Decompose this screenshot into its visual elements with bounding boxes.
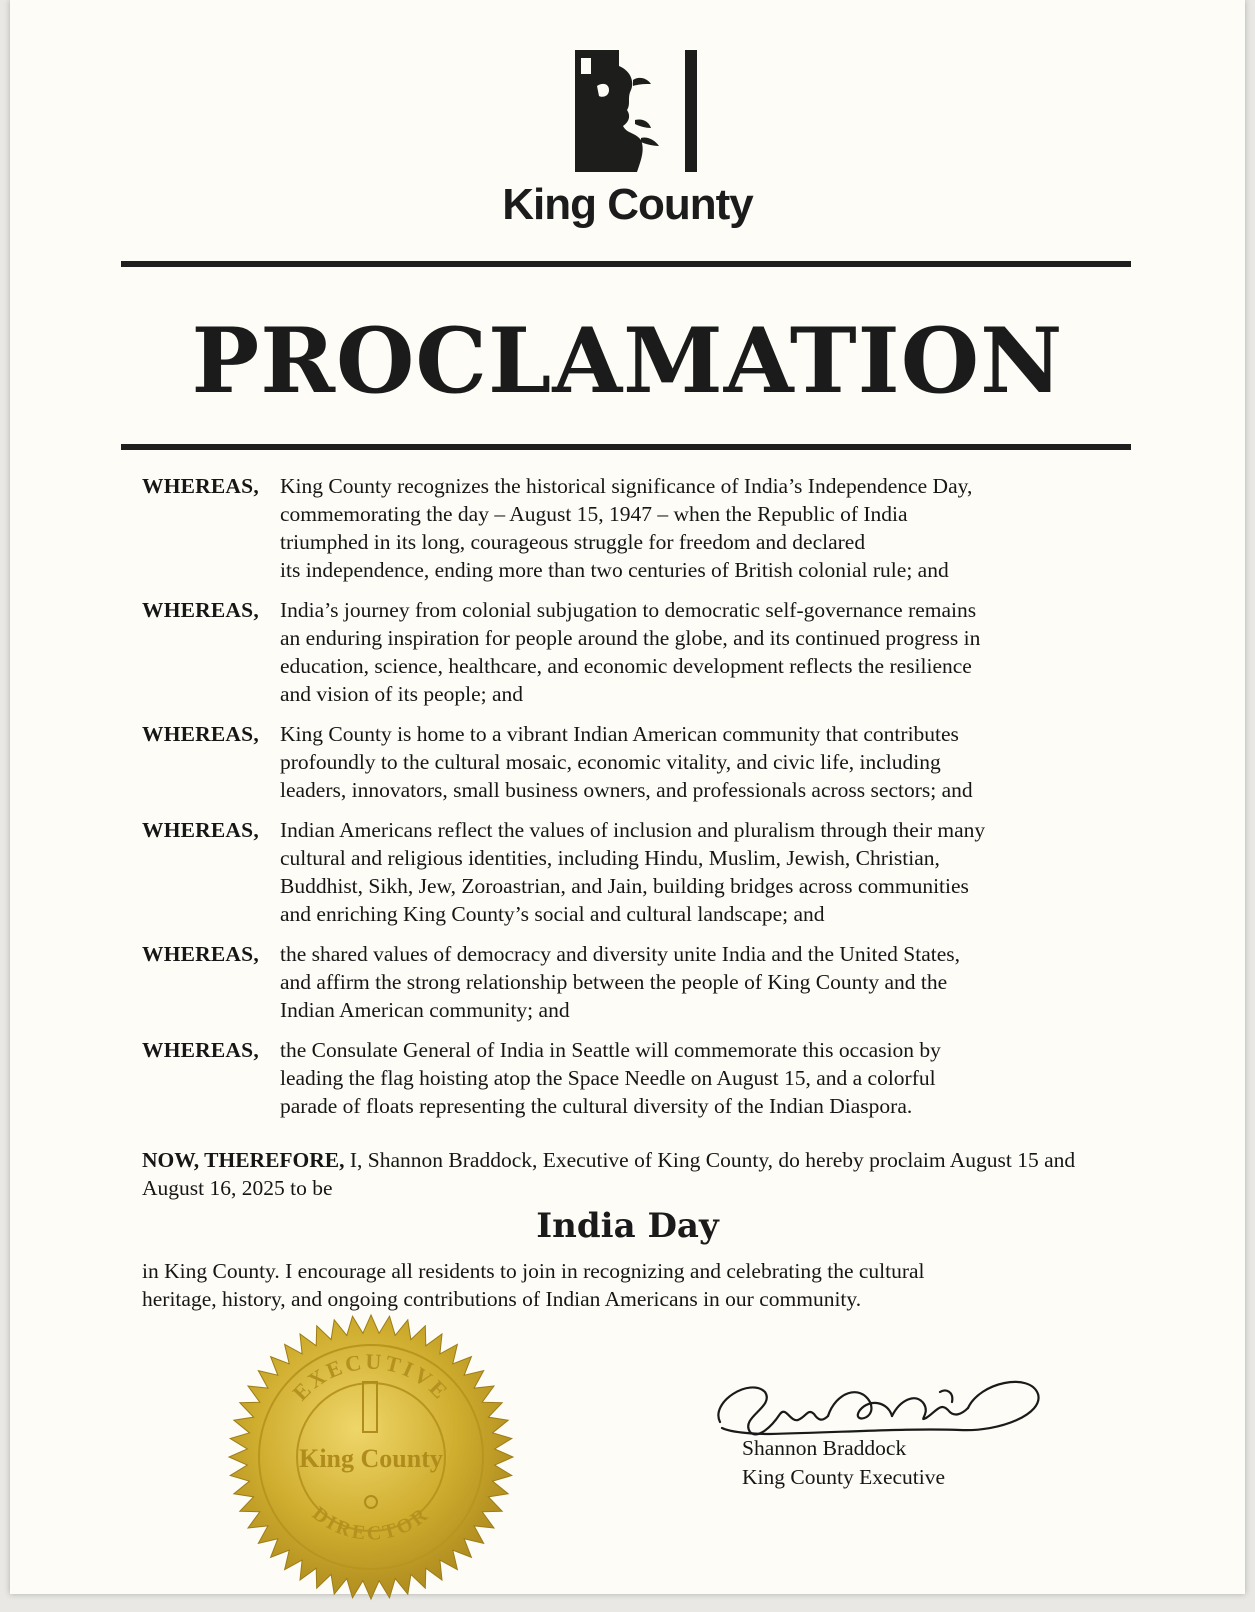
document-title: PROCLAMATION bbox=[191, 308, 1064, 414]
whereas-clause bbox=[142, 1036, 1102, 1120]
whereas-text: the shared values of democracy and diversity unite India and the United States, and affirm the strong relationship between the people of King County and the Indian American community; and bbox=[280, 942, 961, 1022]
bottom-divider bbox=[121, 444, 1131, 450]
top-divider bbox=[121, 261, 1131, 267]
whereas-clause bbox=[142, 472, 1102, 584]
now-therefore-paragraph bbox=[142, 1146, 1102, 1202]
whereas-clause bbox=[142, 720, 1102, 804]
whereas-text: King County recognizes the historical significance of India’s Independence Day, commemorating the day – August 15, 1947 – when the Republic of India triumphed in its long, courageous struggle for freedom and declared its independence, ending more than two centuries of British colonial rule; and bbox=[280, 474, 973, 582]
proclaimed-day: India Day bbox=[536, 1206, 719, 1246]
signer-block bbox=[742, 1434, 945, 1492]
whereas-label: WHEREAS, bbox=[142, 474, 259, 498]
whereas-label: WHEREAS, bbox=[142, 598, 259, 622]
seal-top-text: EXECUTIVE bbox=[287, 1348, 455, 1406]
whereas-label: WHEREAS, bbox=[142, 818, 259, 842]
whereas-clause bbox=[142, 940, 1102, 1024]
whereas-clause bbox=[142, 816, 1102, 928]
whereas-label: WHEREAS, bbox=[142, 722, 259, 746]
proclamation-page bbox=[10, 0, 1245, 1594]
whereas-list bbox=[142, 472, 1102, 1132]
king-county-logo-icon bbox=[575, 50, 697, 172]
gold-seal-icon bbox=[221, 1307, 521, 1607]
whereas-label: WHEREAS, bbox=[142, 942, 259, 966]
whereas-text: India’s journey from colonial subjugation to democratic self-governance remains an enduring inspiration for people around the globe, and its continued progress in education, science, healthcare, and economic development reflects the resilience and vision of its people; and bbox=[280, 598, 981, 706]
signer-title: King County Executive bbox=[742, 1465, 946, 1489]
whereas-text: King County is home to a vibrant Indian American community that contributes profoundly to the cultural mosaic, economic vitality, and civic life, including leaders, innovators, small business owners, and professionals across sectors; and bbox=[280, 722, 973, 802]
closing-paragraph: in King County. I encourage all residents to join in recognizing and celebrating the cultural heritage, history, and ongoing contributions of Indian Americans in our community. bbox=[142, 1259, 925, 1311]
now-therefore-text: I, Shannon Braddock, Executive of King County, do hereby proclaim August 15 and August 16, 2025 to be bbox=[142, 1148, 1076, 1200]
now-therefore-label: NOW, THEREFORE, bbox=[142, 1148, 345, 1172]
whereas-label: WHEREAS, bbox=[142, 1038, 259, 1062]
org-name: King County bbox=[502, 180, 753, 229]
whereas-text: Indian Americans reflect the values of inclusion and pluralism through their many cultural and religious identities, including Hindu, Muslim, Jewish, Christian, Buddhist, Sikh, Jew, Zoroastrian, and Jain, building bridges across communities and enriching King County’s social and cultural landscape; and bbox=[280, 818, 986, 926]
seal-bottom-text: DIRECTOR bbox=[308, 1502, 434, 1545]
seal-middle-text: King County bbox=[299, 1444, 443, 1473]
whereas-text: the Consulate General of India in Seattle will commemorate this occasion by leading the flag hoisting atop the Space Needle on August 15, and a colorful parade of floats representing the cultural diversity of the Indian Diaspora. bbox=[280, 1038, 941, 1118]
signer-name: Shannon Braddock bbox=[742, 1436, 907, 1460]
whereas-clause bbox=[142, 596, 1102, 708]
